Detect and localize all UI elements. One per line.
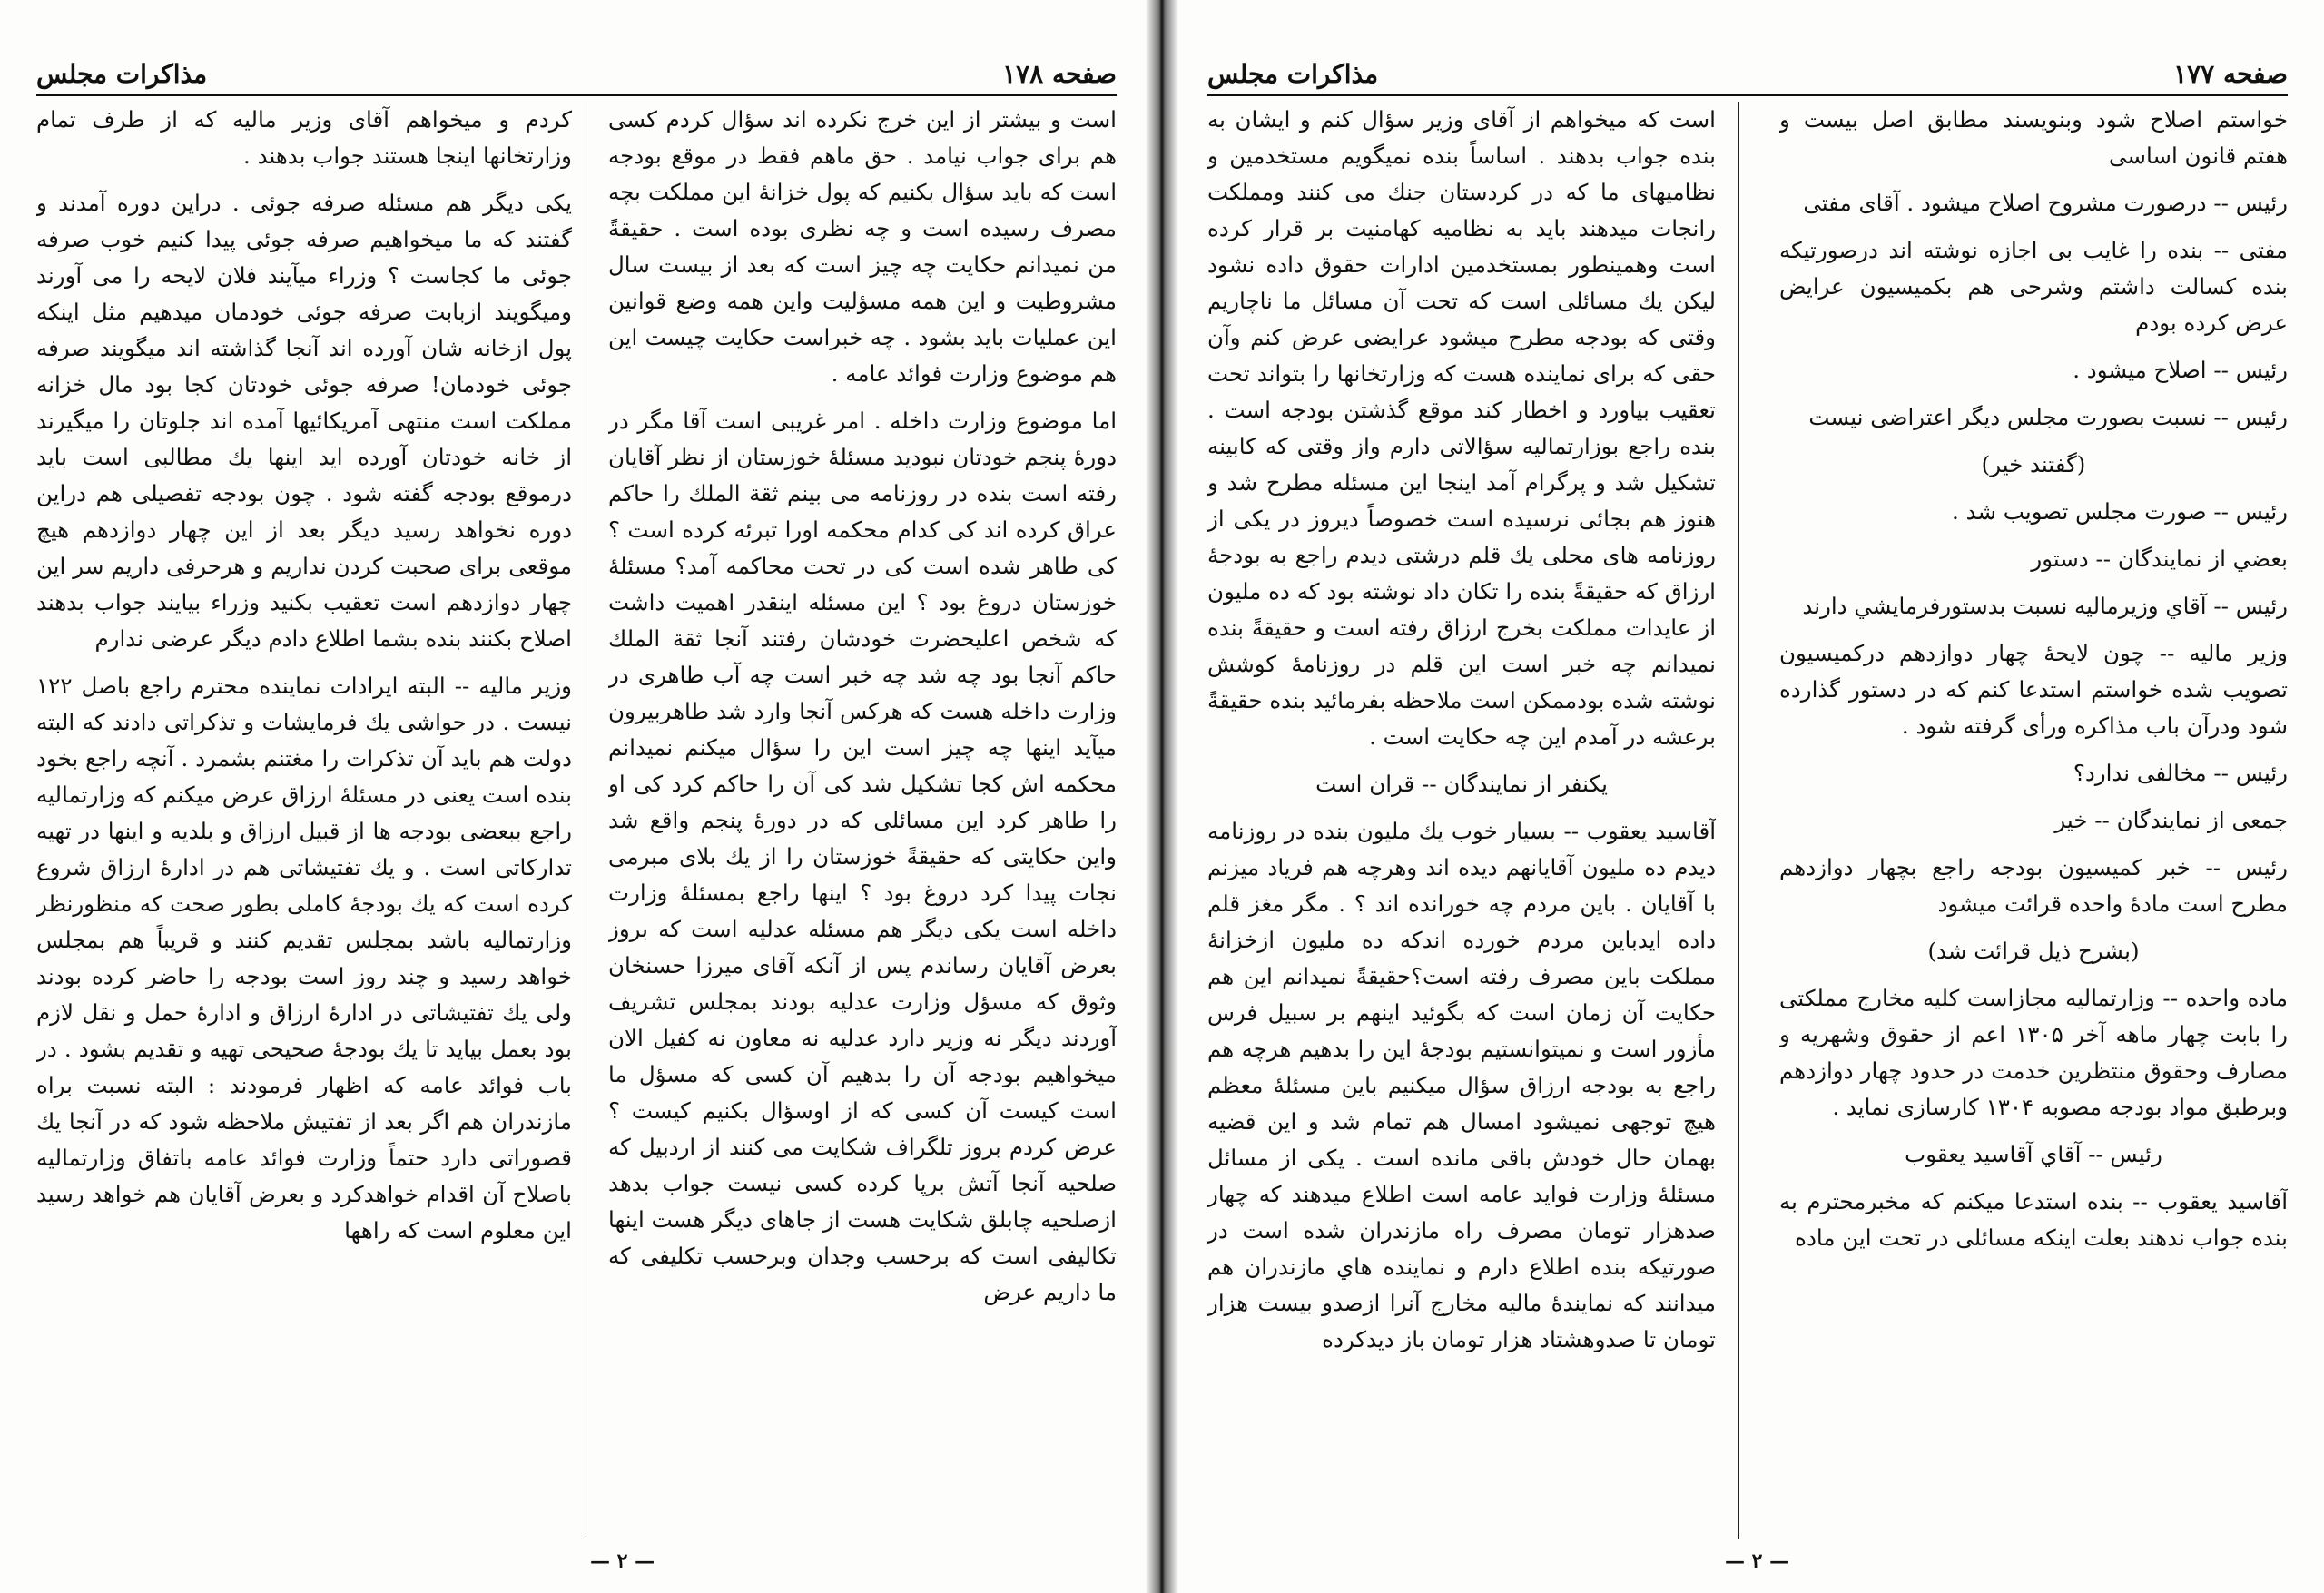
paragraph: وزیر مالیه -- چون لایحهٔ چهار دوازدهم درکمیسیون تصویب شده خواستم استدعا کنم که در دستور گذارده شود ودرآن باب مذاکره ورأی گرفته شود .: [1779, 640, 2288, 739]
paragraph: رئیس -- صورت مجلس تصویب شد .: [1952, 498, 2288, 525]
paragraph: رئیس -- درصورت مشروح اصلاح میشود . آقای مفتی: [1803, 190, 2288, 216]
text-column-left: [1207, 102, 1716, 1539]
column-divider: [1738, 102, 1739, 1539]
paragraph: (گفتند خیر): [1981, 451, 2086, 477]
running-title: مذاکرات مجلس: [36, 58, 208, 89]
page-177: [1171, 0, 2324, 1593]
paragraph: است و بیشتر از این خرج نکرده اند سؤال کردم کسی هم برای جواب نیامد . حق ماهم فقط در موقع بودجه است که باید سؤال بکنیم که پول خزانهٔ این مملکت بچه مصرف رسیده است و چه نظری بوده است . حقیقةً من نمیدانم حکایت چه چیز است که بعد از بیست سال مشروطیت و این همه مسؤلیت واین همه وضع قوانین این عملیات باید بشود . چه خبراست حکایت چیست این هم موضوع وزارت فوائد عامه .: [608, 106, 1117, 387]
paragraph: بعضي از نمایندگان -- دستور: [2031, 546, 2288, 572]
page-number: صفحه ۱۷۷: [2173, 58, 2288, 89]
paragraph: رئیس -- نسبت بصورت مجلس دیگر اعتراضی نیست: [1808, 404, 2288, 430]
text-column-right: [1779, 102, 2288, 1539]
running-title: مذاکرات مجلس: [1207, 58, 1379, 89]
paragraph: یکنفر از نمایندگان -- قران است: [1315, 771, 1608, 797]
page-header: [1207, 53, 2288, 96]
paragraph: رئیس -- خبر کمیسیون بودجه راجع بچهار دوازدهم مطرح است مادهٔ واحده قرائت میشود: [1779, 854, 2288, 917]
paragraph: کردم و میخواهم آقای وزیر مالیه که از طرف تمام وزارتخانها اینجا هستند جواب بدهند .: [36, 106, 572, 169]
paragraph: (بشرح ذیل قرائت شد): [1927, 938, 2140, 964]
paragraph: است که میخواهم از آقای وزیر سؤال کنم و ایشان به بنده جواب بدهند . اساساً بنده نمیگویم مستخدمین و نظامیهای ما که در کردستان جنك می کنند ومملکت رانجات میدهند باید به نظامیه کهامنیت بر قرار کرده است وهمینطور بمستخدمین ادارات حقوق داده نشود لیکن یك مسائلی است که تحت آن مسائل ما ناچاریم وقتی که بودجه مطرح میشود عرایضی عرض کنم وآن حقی که برای نماینده هست که وزارتخانها را بتواند تحت تعقیب بیاورد و اخطار کند موقع گذشتن بودجه است . بنده راجع بوزارتمالیه سؤالاتی دارم واز وقتی که کابینه تشکیل شد و پرگرام آمد اینجا این مسئله مطرح شد و هنوز هم بجائی نرسیده است خصوصاً دیروز در یکی از روزنامه های محلی یك قلم درشتی دیدم راجع به بودجهٔ ارزاق که حقیقةً بنده را تکان داد نوشته بود که ده ملیون از عایدات مملکت بخرج ارزاق رفته است و حقیقةً بنده نمیدانم چه خبر است این قلم در روزنامهٔ کوشش نوشته شده بودممکن است ملاحظه بفرمائید بنده حقیقةً برعشه در آمدم این چه حکایت است .: [1207, 106, 1716, 750]
paragraph: وزیر مالیه -- البته ایرادات نماینده محترم راجع باصل ۱۲۲ نیست . در حواشی یك فرمایشات و تذکراتی دادند که البته دولت هم باید آن تذکرات را مغتنم بشمرد . آنچه راجع بخود بنده است یعنی در مسئلهٔ ارزاق عرض میکنم که وزارتمالیه راجع ببعضی بودجه ها از قبیل ارزاق و بلدیه و اینها در تهیه تدارکاتی است . و یك تفتیشاتی هم در ادارهٔ ارزاق شروع کرده است که یك بودجهٔ کاملی بطور صحت که منظورنظر وزارتمالیه باشد بمجلس تقدیم کنند و قریباً هم بمجلس خواهد رسید و چند روز است بودجه را حاضر کرده بودند ولی یك تفتیشاتی در ادارهٔ ارزاق و ادارهٔ حمل و نقل لازم بود بعمل بیاید تا یك بودجهٔ صحیحی تهیه و تقدیم بشود . در باب فوائد عامه که اظهار فرمودند : البته نسبت براه مازندران هم اگر بعد از تفتیش ملاحظه شود که در آنجا یك قصوراتی دارد حتماً وزارت فوائد عامه باتفاق وزارتمالیه باصلاح آن اقدام خواهدکرد و بعرض آقایان هم خواهد رسید این معلوم است که راهها: [36, 673, 572, 1244]
paragraph: آقاسید یعقوب -- بسیار خوب یك ملیون بنده در روزنامه دیدم ده ملیون آقایانهم دیده اند وهرچه هم فریاد میزنم با آقایان . باین مردم چه خورانده اند ؟ . مگر مغز قلم داده ایدباین مردم خورده اندکه ده ملیون ازخزانهٔ مملکت باین مصرف رفته است؟حقیقةً نمیدانم این هم حکایت آن زمان است که بگوئید اینهم بر سبیل فرس مأزور است و نمیتوانستیم بودجهٔ این را بدهیم هرچه هم راجع به بودجه ارزاق سؤال میکنیم باین مسئلهٔ معظم هیچ توجهی نمیشود امسال هم تمام شد و این قضیه بهمان حال خودش باقی مانده است . یکی از مسائل مسئلهٔ وزارت فواید عامه است اطلاع میدهند که چهار صدهزار تومان مصرف راه مازندران شده است در صورتیکه بنده اطلاع دارم و نماینده هاي مازندران هم میدانند که نمایندهٔ مالیه مخارج آنرا ازصدو بیست هزار تومان تا صدوهشتاد هزار تومان باز دیدکرده: [1207, 818, 1716, 1352]
paragraph: رئیس -- اصلاح میشود .: [2073, 357, 2288, 383]
paragraph: مفتی -- بنده را غایب بی اجازه نوشته اند درصورتیکه بنده کسالت داشتم وشرحی هم بکمیسیون عرایض عرض کرده بودم: [1779, 237, 2288, 336]
text-column-left: [36, 102, 572, 1539]
paragraph: خواستم اصلاح شود وبنویسند مطابق اصل بیست و هفتم قانون اساسی: [1779, 106, 2288, 169]
page-footer: — ۲ —: [1725, 1549, 1790, 1573]
paragraph: یکی دیگر هم مسئله صرفه جوئی . دراین دوره آمدند و گفتند که ما میخواهیم صرفه جوئی پیدا کنیم خوب صرفه جوئی ما کجاست ؟ وزراء میآیند فلان لایحه را می آورند ومیگویند ازبابت صرفه جوئی خودمان میدهیم مثل اینکه پول ازخانه شان آورده اند آنجا گذاشته اند میگویند صرفه جوئی خودمان! صرفه جوئی خودتان کجا بود مال خزانه مملکت است منتهی آمریکائیها آمده اند جلوتان را میگیرند از خانه خودتان آورده اید اینها یك مطالبی است باید درموقع بودجه گفته شود . چون بودجه تفصیلی هم دراین دوره نخواهد رسید دیگر بعد از این چهار دوازدهم هیچ موقعی برای صحبت کردن نداریم و هرحرفی داریم سر این چهار دوازدهم است تعقیب بکنید وزراء بیایند جواب بدهند اصلاح بکنند بنده بشما اطلاع دادم دیگر عرضی ندارم: [36, 190, 572, 652]
paragraph: ماده واحده -- وزارتمالیه مجازاست کلیه مخارج مملکتی را بابت چهار ماهه آخر ۱۳۰۵ اعم از حقوق وشهریه و مصارف وحقوق منتظرین خدمت در حدود چهار دوازدهم وبرطبق مواد بودجه مصوبه ۱۳۰۴ کارسازی نماید .: [1779, 985, 2288, 1120]
page-number: صفحه ۱۷۸: [1002, 58, 1117, 89]
page-footer: — ۲ —: [590, 1549, 655, 1573]
paragraph: رئیس -- آقاي وزیرمالیه نسبت بدستورفرمایشي دارند: [1802, 593, 2288, 619]
paragraph: جمعی از نمایندگان -- خیر: [2054, 807, 2288, 833]
page-178: [0, 0, 1153, 1593]
text-column-right: [608, 102, 1117, 1539]
paragraph: رئیس -- مخالفی ندارد؟: [2073, 760, 2288, 786]
paragraph: اما موضوع وزارت داخله . امر غریبی است آقا مگر در دورهٔ پنجم خودتان نبودید مسئلهٔ خوزستان از نظر آقایان رفته است بنده در روزنامه می بینم ثقة الملك را حاکم عراق کرده اند کی کدام محکمه اورا تبرئه کرده است ؟ کی طاهر شده است کی در تحت محاکمه آمد؟ مسئلهٔ خوزستان دروغ بود ؟ این مسئله اینقدر اهمیت داشت که شخص اعلیحضرت خودشان رفتند آنجا ثقة الملك حاکم آنجا بود چه شد چه خبر است چه آب طاهری در وزارت داخله هست که هرکس آنجا وارد شد طاهربیرون میآید اینها چه چیز است این را سؤال میکنم نمیدانم محکمه اش کجا تشکیل شد کی آن را حاکم کرد کی او را طاهر کرد این مسائلی که در دورهٔ پنجم واقع شد واین حکایتی که حقیقةً خوزستان را از یك بلای مبرمی نجات پیدا کرد دروغ بود ؟ اینها راجع بمسئلهٔ وزارت داخله است یکی دیگر هم مسئله عدلیه است که بروز بعرض آقایان رساندم پس از آنکه آقای میرزا حسنخان وثوق که مسؤل وزارت عدلیه بودند بمجلس تشریف آوردند دیگر نه وزیر دارد عدلیه نه معاون نه کفیل الان میخواهیم بودجه آن را بدهیم آن کسی که مسؤل ما است کیست آن کسی که از اوسؤال بکنیم کیست ؟ عرض کردم بروز تلگراف شکایت می کنند از اردبیل که صلحیه آنجا آتش برپا کرده کسی نیست جواب بدهد ازصلحیه چابلق شکایت هست از جاهای دیگر هست اینها تکالیفی است که برحسب وجدان وبرحسب تکلیفی که ما داریم عرض: [608, 408, 1117, 1305]
page-header: [36, 53, 1117, 96]
paragraph: رئیس -- آقاي آقاسید یعقوب: [1905, 1141, 2162, 1167]
paragraph: آقاسید یعقوب -- بنده استدعا میکنم که مخبرمحترم به بنده جواب ندهند بعلت اینکه مسائلی در تحت این ماده: [1779, 1188, 2288, 1251]
